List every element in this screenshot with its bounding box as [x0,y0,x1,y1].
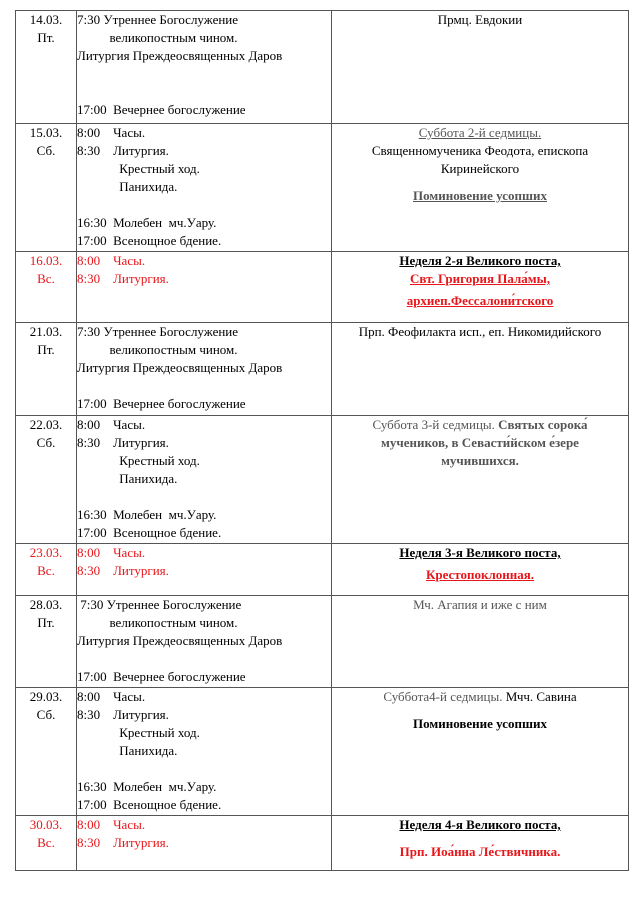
service-line: Литургия Преждеосвященных Даров [77,360,283,375]
date-cell [16,416,77,544]
weekday-text: Пт. [37,342,55,357]
services-cell [77,124,332,252]
service-line: 8:30 Литургия. [77,271,169,286]
services-cell [77,323,332,416]
feast-title: Неделя 2-я Великого поста, [399,253,561,268]
feast-cell [332,11,629,124]
services-cell [77,252,332,323]
service-line [77,488,331,506]
table-row [16,816,629,871]
feast-text: Крестопоклонная. [425,567,535,582]
feast-text: Прп. Феофилакта исп., еп. Никомидийского [358,324,602,339]
feast-text: мучившихся. [441,453,519,468]
table-row [16,124,629,252]
service-line: Панихида. [77,179,178,194]
feast-cell [332,596,629,688]
commemoration-text: Поминовение усопших [413,716,547,731]
weekday-text: Сб. [36,707,56,722]
service-line: 7:30 Утреннее Богослужение [77,12,239,27]
services-cell [77,596,332,688]
date-text: 16.03. [29,253,63,268]
service-line: 8:30 Литургия. [77,143,169,158]
service-line: 7:30 Утреннее Богослужение [77,324,239,339]
service-line: 16:30 Молебен мч.Уару. [77,779,217,794]
date-cell [16,252,77,323]
date-text: 28.03. [29,597,63,612]
service-line [77,83,331,101]
service-line [77,650,331,668]
service-line: Литургия Преждеосвященных Даров [77,48,283,63]
service-line [77,760,331,778]
weekday-text: Вс. [37,835,55,850]
weekday-text: Сб. [36,435,56,450]
service-line: 8:30 Литургия. [77,563,169,578]
service-line: великопостным чином. [77,30,238,45]
service-line: 17:00 Вечернее богослужение [77,396,246,411]
service-line: 8:00 Часы. [77,253,146,268]
service-line: великопостным чином. [77,342,238,357]
feast-cell [332,323,629,416]
feast-saturday: Суббота4-й седмицы. [383,689,503,704]
service-line: 8:00 Часы. [77,689,146,704]
feast-text: мучеников, в Севасти́йском е́зере [381,435,579,450]
date-cell [16,544,77,596]
table-row [16,688,629,816]
feast-text: архиеп.Фессалони́тского [406,293,554,308]
feast-saints: Мчч. Савина [505,689,577,704]
date-cell [16,688,77,816]
feast-cell [332,688,629,816]
weekday-text: Вс. [37,563,55,578]
feast-text: Мч. Агапия и иже с ним [413,597,547,612]
service-line: 8:30 Литургия. [77,707,169,722]
services-cell [77,11,332,124]
service-line [77,377,331,395]
service-line: 17:00 Всенощное бдение. [77,233,222,248]
weekday-text: Пт. [37,615,55,630]
date-cell [16,11,77,124]
service-line: 16:30 Молебен мч.Уару. [77,215,217,230]
service-line: 8:00 Часы. [77,417,146,432]
feast-title: Суббота 2-й седмицы. [418,125,542,140]
feast-saints: Святых сорока́ [498,417,588,432]
table-row [16,596,629,688]
feast-text: Прп. Иоа́нна Ле́ствичника. [399,844,561,859]
commemoration-text: Поминовение усопших [413,188,547,203]
service-line: 17:00 Вечернее богослужение [77,669,246,684]
date-cell [16,816,77,871]
services-cell [77,416,332,544]
service-line: 17:00 Вечернее богослужение [77,102,246,117]
service-line: 7:30 Утреннее Богослужение [77,597,242,612]
feast-cell [332,416,629,544]
feast-cell [332,252,629,323]
service-line: Крестный ход. [77,725,200,740]
feast-text: Священномученика Феодота, епископа [371,143,589,158]
service-line: 17:00 Всенощное бдение. [77,797,222,812]
date-text: 21.03. [29,324,63,339]
feast-text: Свт. Григория Пала́мы, [409,271,551,286]
feast-text: Киринейского [440,161,520,176]
feast-title [332,688,628,706]
service-line: Литургия Преждеосвященных Даров [77,633,283,648]
services-cell [77,816,332,871]
feast-saturday: Суббота 3-й седмицы. [372,417,495,432]
weekday-text: Вс. [37,271,55,286]
date-text: 15.03. [29,125,63,140]
service-line: Панихида. [77,471,178,486]
services-cell [77,544,332,596]
service-line: 8:00 Часы. [77,125,146,140]
service-line: 16:30 Молебен мч.Уару. [77,507,217,522]
date-text: 14.03. [29,12,63,27]
service-line: Крестный ход. [77,161,200,176]
table-row [16,416,629,544]
table-row [16,252,629,323]
schedule-table [15,10,629,871]
feast-cell [332,544,629,596]
feast-title [332,416,628,434]
date-text: 22.03. [29,417,63,432]
service-line: 17:00 Всенощное бдение. [77,525,222,540]
service-line: Крестный ход. [77,453,200,468]
service-line: 8:30 Литургия. [77,435,169,450]
service-line: 8:00 Часы. [77,545,146,560]
date-cell [16,596,77,688]
table-row [16,11,629,124]
feast-cell [332,124,629,252]
service-line [77,65,331,83]
feast-title: Неделя 4-я Великого поста, [399,817,561,832]
table-row [16,544,629,596]
service-line: 8:30 Литургия. [77,835,169,850]
date-text: 30.03. [29,817,63,832]
weekday-text: Сб. [36,143,56,158]
service-line: великопостным чином. [77,615,238,630]
service-line [77,196,331,214]
date-text: 29.03. [29,689,63,704]
table-row [16,323,629,416]
feast-cell [332,816,629,871]
date-text: 23.03. [29,545,63,560]
services-cell [77,688,332,816]
feast-title: Неделя 3-я Великого поста, [399,545,561,560]
date-cell [16,124,77,252]
feast-text: Прмц. Евдокии [437,12,523,27]
date-cell [16,323,77,416]
service-line: 8:00 Часы. [77,817,146,832]
service-line: Панихида. [77,743,178,758]
weekday-text: Пт. [37,30,55,45]
